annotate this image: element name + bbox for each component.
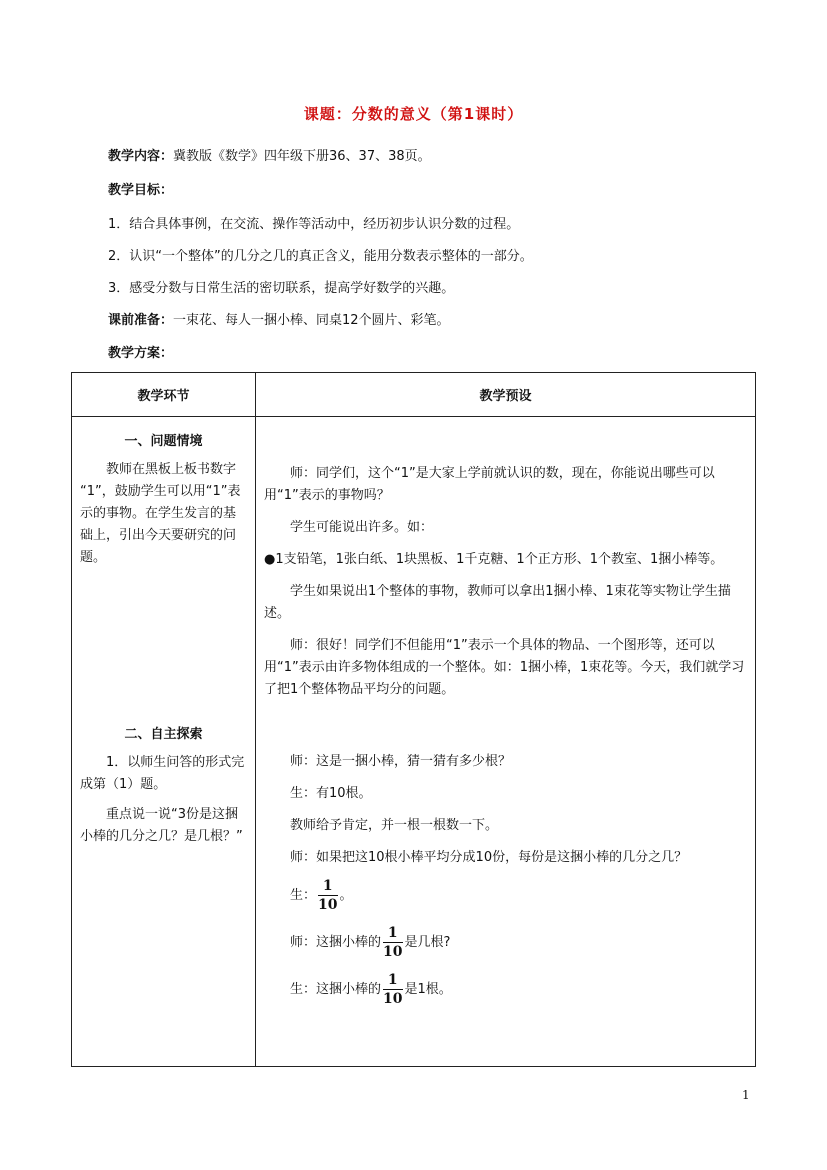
table-row — [72, 417, 756, 1067]
dialogue-line: 师：很好！同学们不但能用“1”表示一个具体的物品、一个图形等，还可以用“1”表示由许多物体组成的一个整体。如：1捆小棒，1束花等。今天，我们就学习了把1个整体物品平均分的问题。 — [264, 638, 745, 697]
example-list: ●1支铅笔，1张白纸、1块黑板、1千克糖、1个正方形、1个教室、1捆小棒等。 — [264, 552, 724, 567]
stage-cell — [72, 417, 256, 1067]
dialogue-line: 生：有10根。 — [290, 786, 372, 801]
fraction-one-tenth: $\frac{1}{10}$ — [318, 878, 338, 913]
dialogue-line: 师：这是一捆小棒，猜一猜有多少根？ — [290, 754, 512, 769]
answer-line: 生：这捆小棒的 $\frac{1}{10}$ 是1根。 — [290, 972, 452, 1007]
goal-item: 3．感受分数与日常生活的密切联系，提高学好数学的兴趣。 — [108, 281, 455, 296]
dialogue-line: 师：如果把这10根小棒平均分成10份，每份是这捆小棒的几分之几？ — [290, 850, 688, 865]
section-heading: 二、自主探索 — [124, 727, 203, 742]
dialogue-line: 师：这捆小棒的 $\frac{1}{10}$ 是几根? — [290, 925, 451, 960]
goal-item: 1．结合具体事例，在交流、操作等活动中，经历初步认识分数的过程。 — [108, 217, 520, 232]
teaching-content-text: 冀教版《数学》四年级下册36、37、38页。 — [173, 149, 431, 164]
fraction-one-tenth: $\frac{1}{10}$ — [383, 925, 403, 960]
preparation — [108, 309, 450, 328]
teaching-content — [108, 145, 431, 164]
preparation-text: 一束花、每人一捆小棒、同桌12个圆片、彩笔。 — [173, 313, 450, 328]
dialogue-line: 学生可能说出许多。如： — [290, 520, 434, 535]
dialogue-line: 师：同学们，这个“1”是大家上学前就认识的数，现在，你能说出哪些可以用“1”表示的事物吗？ — [264, 466, 715, 503]
stage-description: 教师在黑板上板书数字 “1”，鼓励学生可以用“1”表示的事物。在学生发言的基础上，引出今天要研究的问题。 — [80, 462, 241, 565]
header-stage: 教学环节 — [72, 373, 256, 417]
header-preset: 教学预设 — [256, 373, 756, 417]
teaching-goals-label: 教学目标： — [108, 183, 174, 198]
page-number: 1 — [742, 1088, 750, 1102]
preset-cell — [256, 417, 756, 1067]
dialogue-line: 学生如果说出1个整体的事物，教师可以拿出1捆小棒、1束花等实物让学生描述。 — [264, 584, 731, 621]
teaching-content-label: 教学内容： — [108, 149, 174, 164]
table-header-row — [72, 373, 756, 417]
answer-line: 生： $\frac{1}{10}$ 。 — [290, 878, 353, 913]
dialogue-line: 教师给予肯定，并一根一根数一下。 — [290, 818, 499, 833]
lesson-plan-table — [71, 372, 756, 1067]
section-heading: 一、问题情境 — [124, 434, 203, 449]
stage-description: 1．以师生问答的形式完成第（1）题。 — [80, 755, 245, 792]
plan-label: 教学方案： — [108, 346, 174, 361]
stage-description: 重点说一说“3份是这捆小棒的几分之几？是几根？” — [80, 807, 243, 844]
page-title: 课题：分数的意义（第1课时） — [303, 105, 524, 123]
fraction-one-tenth: $\frac{1}{10}$ — [383, 972, 403, 1007]
goal-item: 2．认识“一个整体”的几分之几的真正含义，能用分数表示整体的一部分。 — [108, 249, 533, 264]
preparation-label: 课前准备： — [108, 313, 174, 328]
